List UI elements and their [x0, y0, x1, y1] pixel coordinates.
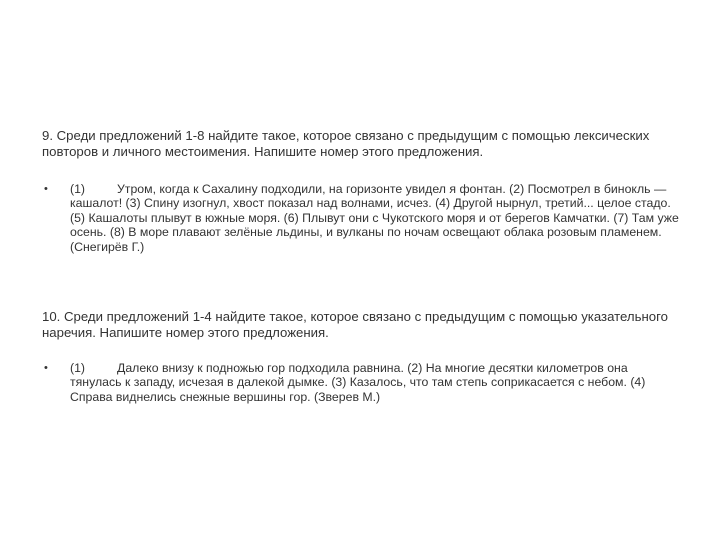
task-10-passage — [70, 361, 682, 404]
sentence-number: (1) — [70, 361, 86, 375]
sentence-number: (1) — [70, 182, 86, 196]
bullet-icon: • — [44, 362, 48, 374]
task-10-passage-text: Далеко внизу к подножью гор подходила равнина. (2) На многие десятки километров она тянулась к западу, исчезая в далекой дымке. (3) Казалось, что там степь соприкасается с небом. (4) Справа виднелись снежные вершины гор. (Зверев М.) — [70, 361, 646, 404]
task-9-passage — [70, 182, 682, 254]
task-9-passage-text: Утром, когда к Сахалину подходили, на горизонте увидел я фонтан. (2) Посмотрел в бинокль — кашалот! (3) Спину изогнул, хвост показал над волнами, исчез. (4) Другой нырнул, третий... целое стадо. (5) Кашалоты плывут в южные моря. (6) Плывут они с Чукотского моря и от берегов Камчатки. (7) Там уже осень. (8) В море плавают зелёные льдины, и вулканы по ночам освещают облака розовым пламенем. (Снегирёв Г.) — [70, 182, 679, 254]
task-10 — [42, 309, 682, 404]
bullet-icon: • — [44, 183, 48, 195]
task-9-question: 9. Среди предложений 1-8 найдите такое, которое связано с предыдущим с помощью лексических повторов и личного местоимения. Напишите номер этого предложения. — [42, 128, 650, 159]
task-10-passage-item — [42, 361, 682, 404]
task-9-passage-item — [42, 182, 682, 254]
task-9 — [42, 128, 682, 254]
task-10-question: 10. Среди предложений 1-4 найдите такое, которое связано с предыдущим с помощью указательного наречия. Напишите номер этого предложения. — [42, 309, 668, 340]
